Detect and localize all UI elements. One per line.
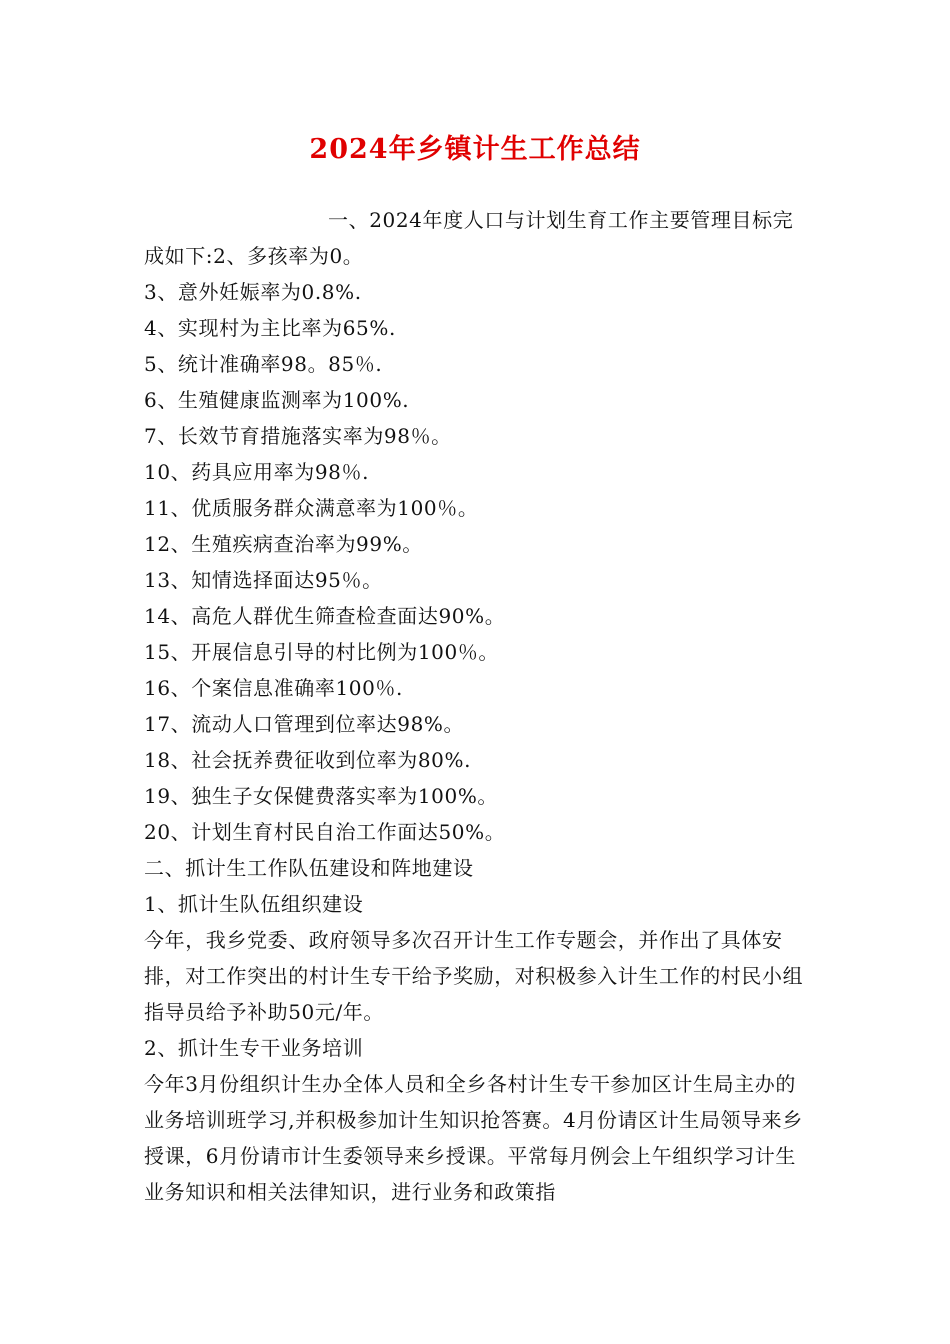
document-body xyxy=(144,202,806,1210)
paragraph: 18、社会抚养费征收到位率为80%. xyxy=(144,748,472,772)
document-title: 2024年乡镇计生工作总结 xyxy=(309,134,641,165)
paragraph: 7、长效节育措施落实率为98％。 xyxy=(144,424,452,448)
subsection-heading: 1、抓计生队伍组织建设 xyxy=(144,892,364,916)
paragraph: 14、高危人群优生筛查检查面达90%。 xyxy=(144,604,506,628)
paragraph: 10、药具应用率为98％. xyxy=(144,460,370,484)
paragraph: 今年，我乡党委、政府领导多次召开计生工作专题会，并作出了具体安排，对工作突出的村计生专干给予奖励，对积极参入计生工作的村民小组指导员给予补助50元/年。 xyxy=(144,928,804,1024)
paragraph: 16、个案信息准确率100％. xyxy=(144,676,403,700)
paragraph: 6、生殖健康监测率为100%. xyxy=(144,388,410,412)
paragraph: 今年3月份组织计生办全体人员和全乡各村计生专干参加区计生局主办的业务培训班学习,并积极参加计生知识抢答赛。4月份请区计生局领导来乡授课，6月份请市计生委领导来乡授课。平常每月例会上午组织学习计生业务知识和相关法律知识，进行业务和政策指 xyxy=(144,1072,803,1204)
paragraph: 13、知情选择面达95％。 xyxy=(144,568,383,592)
paragraph: 15、开展信息引导的村比例为100％。 xyxy=(144,640,500,664)
paragraph: 3、意外妊娠率为0.8%. xyxy=(144,280,362,304)
paragraph-goals-intro: 一、2024年度人口与计划生育工作主要管理目标完成如下:2、多孩率为0。 xyxy=(144,208,794,268)
paragraph: 4、实现村为主比率为65%. xyxy=(144,316,396,340)
paragraph: 20、计划生育村民自治工作面达50%。 xyxy=(144,820,506,844)
paragraph: 12、生殖疾病查治率为99%。 xyxy=(144,532,423,556)
paragraph: 11、优质服务群众满意率为100％。 xyxy=(144,496,479,520)
section-heading: 二、抓计生工作队伍建设和阵地建设 xyxy=(144,856,474,880)
subsection-heading: 2、抓计生专干业务培训 xyxy=(144,1036,364,1060)
paragraph: 19、独生子女保健费落实率为100%。 xyxy=(144,784,499,808)
paragraph: 5、统计准确率98。85％. xyxy=(144,352,383,376)
paragraph: 17、流动人口管理到位率达98%。 xyxy=(144,712,465,736)
